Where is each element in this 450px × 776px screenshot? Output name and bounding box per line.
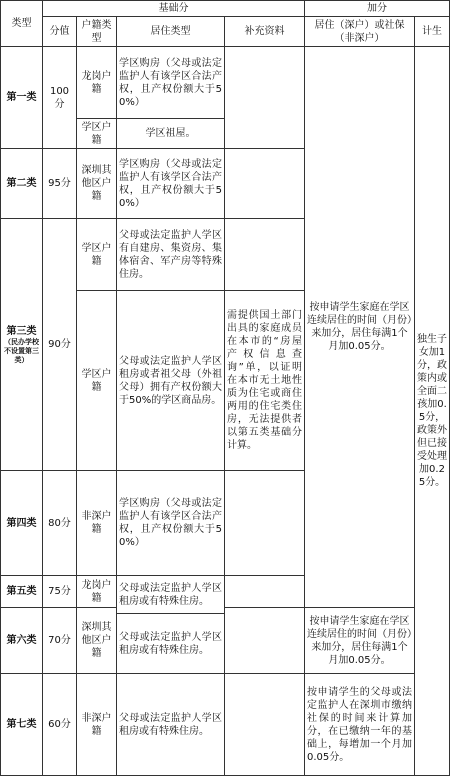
category-2-supplement — [225, 149, 305, 219]
category-3-label — [1, 219, 43, 471]
category-3-hukou-a: 学区户籍 — [77, 219, 117, 291]
category-6-score: 70分 — [43, 608, 77, 674]
header-type: 类型 — [1, 1, 43, 47]
category-3-supplement-a — [225, 219, 305, 291]
category-4-score: 80分 — [43, 471, 77, 576]
header-residence-social: 居住（深户）或社保（非深户） — [305, 17, 415, 47]
category-1-supplement — [225, 47, 305, 149]
category-5-score: 75分 — [43, 576, 77, 608]
category-1-residence-b: 学区祖屋。 — [117, 119, 225, 149]
category-5-residence: 父母或法定监护人学区租房或有特殊住房。 — [117, 576, 225, 614]
category-5-supplement — [225, 576, 305, 608]
bonus-residence-1: 按申请学生家庭在学区连续居住的时间（月份）来加分，居住每满1个月加0.05分。 — [305, 47, 415, 608]
category-7-label: 第七类 — [1, 674, 43, 776]
category-6-hukou: 深圳其他区户籍 — [77, 608, 117, 674]
category-7-hukou: 非深户籍 — [77, 674, 117, 776]
category-1-hukou-a: 龙岗户籍 — [77, 47, 117, 119]
category-4-supplement — [225, 471, 305, 576]
bonus-residence-2: 按申请学生家庭在学区连续居住的时间（月份）来加分，居住每满1个月加0.05分。 — [305, 608, 415, 674]
category-4-hukou: 非深户籍 — [77, 471, 117, 576]
category-1-score: 100分 — [43, 47, 77, 149]
category-2-label: 第二类 — [1, 149, 43, 219]
category-5-label: 第五类 — [1, 576, 43, 608]
category-6-label: 第六类 — [1, 608, 43, 674]
category-5-hukou: 龙岗户籍 — [77, 576, 117, 608]
category-7-residence: 父母或法定监护人学区租房或有特殊住房。 — [117, 674, 225, 776]
header-hukou-type: 户籍类型 — [77, 17, 117, 47]
category-2-hukou: 深圳其他区户籍 — [77, 149, 117, 219]
bonus-family-planning: 独生子女加1分，政策内或全面二孩加0.5分，政策外但已接受处理加0.25分。 — [415, 47, 450, 776]
category-1-residence-a: 学区购房（父母或法定监护人有该学区合法产权，且产权份额大于50%） — [117, 47, 225, 119]
category-2-residence: 学区购房（父母或法定监护人有该学区合法产权，且产权份额大于50%） — [117, 149, 225, 219]
category-3-residence-b: 父母或法定监护人学区租房或者祖父母（外祖父母）拥有产权份额大于50%的学区商品房。 — [117, 291, 225, 471]
category-1-hukou-b: 学区户籍 — [77, 119, 117, 149]
category-3-note: （民办学校不设置第三类） — [4, 337, 39, 364]
category-6-supplement — [225, 608, 305, 674]
category-4-residence: 学区购房（父母或法定监护人有该学区合法产权，且产权份额大于50%） — [117, 471, 225, 576]
category-3-score: 90分 — [43, 219, 77, 471]
category-3-title: 第三类 — [6, 325, 37, 337]
bonus-social-2: 按申请学生的父母或法定监护人在深圳市缴纳社保的时间来计算加分，在已缴纳一年的基础上，每增加一个月加0.05分。 — [305, 674, 415, 776]
header-family-planning: 计生 — [415, 17, 450, 47]
header-residence-type: 居住类型 — [117, 17, 225, 47]
category-4-label: 第四类 — [1, 471, 43, 576]
header-supplement: 补充资料 — [225, 17, 305, 47]
category-7-supplement — [225, 674, 305, 776]
header-basic: 基础分 — [43, 1, 305, 17]
category-2-score: 95分 — [43, 149, 77, 219]
category-3-hukou-b: 学区户籍 — [77, 291, 117, 471]
category-3-supplement: 需提供国土部门出具的家庭成员在本市的“房屋产权信息查询”单，以证明在本市无土地性质为住宅或商住两用的住宅类住房，无法提供者以第五类基础分计算。 — [225, 291, 305, 471]
category-6-residence: 父母或法定监护人学区租房或有特殊住房。 — [117, 614, 225, 674]
category-7-score: 60分 — [43, 674, 77, 776]
category-3-residence-a: 父母或法定监护人学区有自建房、集资房、集体宿舍、军产房等特殊住房。 — [117, 219, 225, 291]
header-bonus: 加分 — [305, 1, 450, 17]
category-1-label: 第一类 — [1, 47, 43, 149]
header-score: 分值 — [43, 17, 77, 47]
